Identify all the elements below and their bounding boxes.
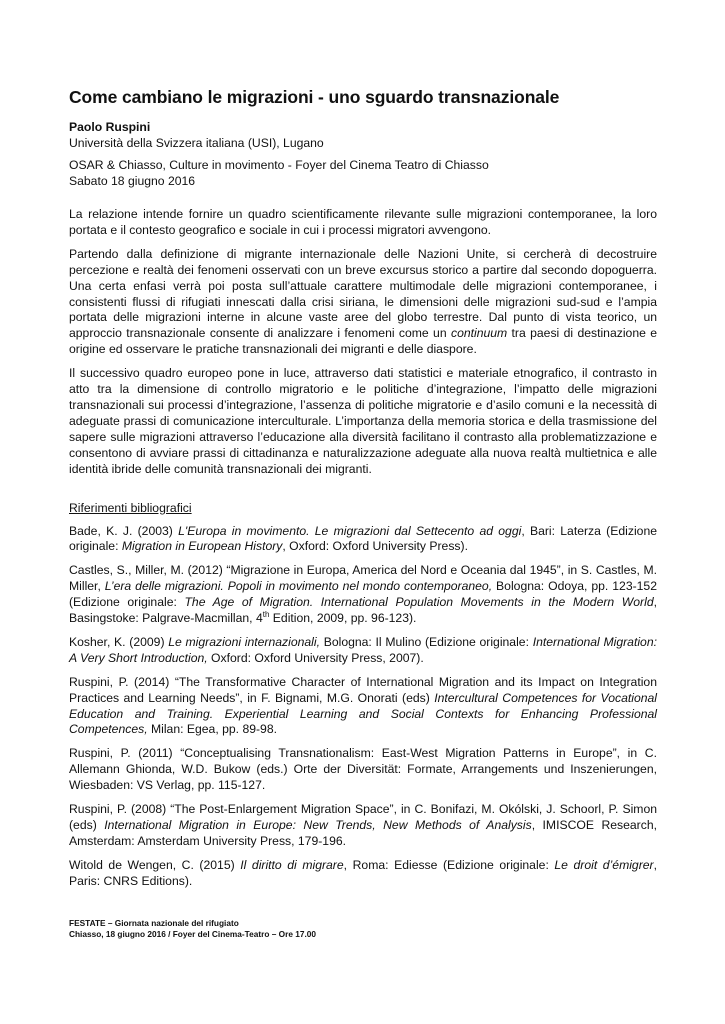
ref-text: Bade, K. J. (2003)	[69, 523, 179, 538]
reference-item	[69, 675, 657, 739]
ref-title: Intercultural Competences for Vocational Education and Training. Experiential Learning and Social Contexts for Enhancing Professional Competences,	[69, 690, 657, 737]
abstract-paragraph-2	[69, 247, 657, 358]
reference-item	[69, 635, 657, 667]
page-footer	[69, 918, 316, 940]
ref-text: Kosher, K. (2009)	[69, 634, 169, 649]
ref-title: L'Europa in movimento. Le migrazioni dal Settecento ad oggi	[178, 523, 522, 538]
footer-event-name: FESTATE – Giornata nazionale del rifugiato	[69, 918, 239, 928]
reference-item	[69, 858, 657, 890]
event-info: OSAR & Chiasso, Culture in movimento - Foyer del Cinema Teatro di Chiasso	[69, 158, 489, 172]
ref-text: Witold de Wengen, C. (2015)	[69, 857, 241, 872]
ref-superscript: th	[262, 609, 270, 619]
reference-item	[69, 746, 657, 794]
ref-text: Bologna: Il Mulino (Edizione originale:	[319, 634, 533, 649]
ref-text: Edition, 2009, pp. 96-123).	[269, 611, 417, 626]
author-affiliation: Università della Svizzera italiana (USI), Lugano	[69, 136, 324, 150]
ref-title: Migration in European History	[121, 539, 283, 554]
reference-item	[69, 524, 657, 556]
document-page	[69, 86, 657, 898]
ref-title: Le migrazioni internazionali,	[168, 634, 320, 649]
ref-text: , IMISCOE Research, Amsterdam: Amsterdam University Press, 179-196.	[69, 818, 658, 848]
ref-text: Castles, S., Miller, M. (2012) “Migrazione in Europa, America del Nord e Oceania dal 1945”, in S. Castles, M. Miller,	[69, 563, 657, 594]
event-date: Sabato 18 giugno 2016	[69, 174, 196, 188]
ref-title: Le droit d’émigrer	[554, 857, 654, 872]
ref-text: Milan: Egea, pp. 89-98.	[147, 722, 277, 737]
abstract-paragraph-1: La relazione intende fornire un quadro scientificamente rilevante sulle migrazioni contemporanee, la loro portata e il contesto geografico e sociale in cui i processi migratori avvengono.	[69, 207, 657, 237]
ref-text: Oxford: Oxford University Press, 2007).	[207, 650, 424, 665]
reference-item	[69, 563, 657, 627]
ref-text: , Paris: CNRS Editions).	[69, 857, 657, 888]
ref-title: International Migration in Europe: New Trends, New Methods of Analysis	[104, 818, 532, 832]
paragraph-text: tra paesi di destinazione e origine ed osservare le pratiche transnazionali dei migranti e delle diaspore.	[69, 326, 658, 357]
ref-title: International Migration: A Very Short Introduction,	[69, 634, 657, 665]
ref-title: The Age of Migration. International Population Movements in the Modern World	[184, 595, 654, 610]
abstract-paragraph-3: Il successivo quadro europeo pone in luce, attraverso dati statistici e materiale etnografico, il contrasto in atto tra la dimensione di controllo migratorio e le politiche d’integrazione, l’impatto delle migrazioni transnazionali sui processi d’integrazione, l’assenza di politiche migratorie e d’asilo comuni e la necessità di adeguate prassi di comunicazione interculturale. L’importanza della memoria storica e della trasmissione del sapere sulle migrazioni attraverso l’educazione alla diversità facilitano il contrasto alla problematizzazione e consentono di avviare prassi di cittadinanza e naturalizzazione adeguate alla nuova realtà multietnica e alle identità ibride delle comunità transnazionali dei migranti.	[69, 366, 657, 476]
ref-text: Ruspini, P. (2008) “The Post-Enlargement Migration Space”, in C. Bonifazi, M. Okólski, J. Schoorl, P. Simon (eds)	[69, 802, 657, 832]
document-title: Come cambiano le migrazioni - uno sguardo transnazionale	[69, 87, 560, 107]
ref-text: , Bari: Laterza (Edizione originale:	[69, 523, 657, 554]
reference-item	[69, 802, 657, 850]
ref-text: , Basingstoke: Palgrave-Macmillan, 4	[69, 595, 657, 626]
paragraph-text: Partendo dalla definizione di migrante internazionale delle Nazioni Unite, si cercherà di decostruire percezione e realtà dei fenomeni osservati con un breve excursus storico a partire dal secondo dopoguerra. Una certa enfasi verrà poi posta sull’attuale carattere multimodale delle migrazioni contemporanee, i consistenti flussi di rifugiati innescati dalla crisi siriana, le dimensioni delle migrazioni sud-sud e l’ampia portata delle migrazioni interne in alcune vaste aree del globo terrestre. Dal punto di vista teorico, un approccio transnazionale consente di analizzare i fenomeni come un	[69, 246, 657, 341]
ref-title: L’era delle migrazioni. Popoli in movimento nel mondo contemporaneo,	[104, 579, 493, 594]
references-heading: Riferimenti bibliografici	[69, 500, 192, 515]
ref-text: Bologna: Odoya, pp. 123-152 (Edizione originale:	[69, 579, 657, 610]
italic-term: continuum	[450, 326, 508, 341]
ref-text: Ruspini, P. (2011) “Conceptualising Transnationalism: East-West Migration Patterns in Europe”, in C. Allemann Ghionda, W.D. Bukow (eds.) Orte der Diversität: Formate, Arrangements und Inszenierungen, Wiesbaden: VS Verlag, pp. 115-127.	[69, 746, 657, 793]
ref-text: Ruspini, P. (2014) “The Transformative Character of International Migration and its Impact on Integration Practices and Learning Needs”, in F. Bignami, M.G. Onorati (eds)	[69, 674, 657, 705]
ref-text: , Roma: Ediesse (Edizione originale:	[343, 857, 555, 872]
footer-event-details: Chiasso, 18 giugno 2016 / Foyer del Cinema-Teatro – Ore 17.00	[69, 929, 316, 939]
ref-text: , Oxford: Oxford University Press).	[282, 539, 468, 554]
author-name: Paolo Ruspini	[69, 120, 151, 134]
ref-title: Il diritto di migrare	[240, 857, 344, 872]
